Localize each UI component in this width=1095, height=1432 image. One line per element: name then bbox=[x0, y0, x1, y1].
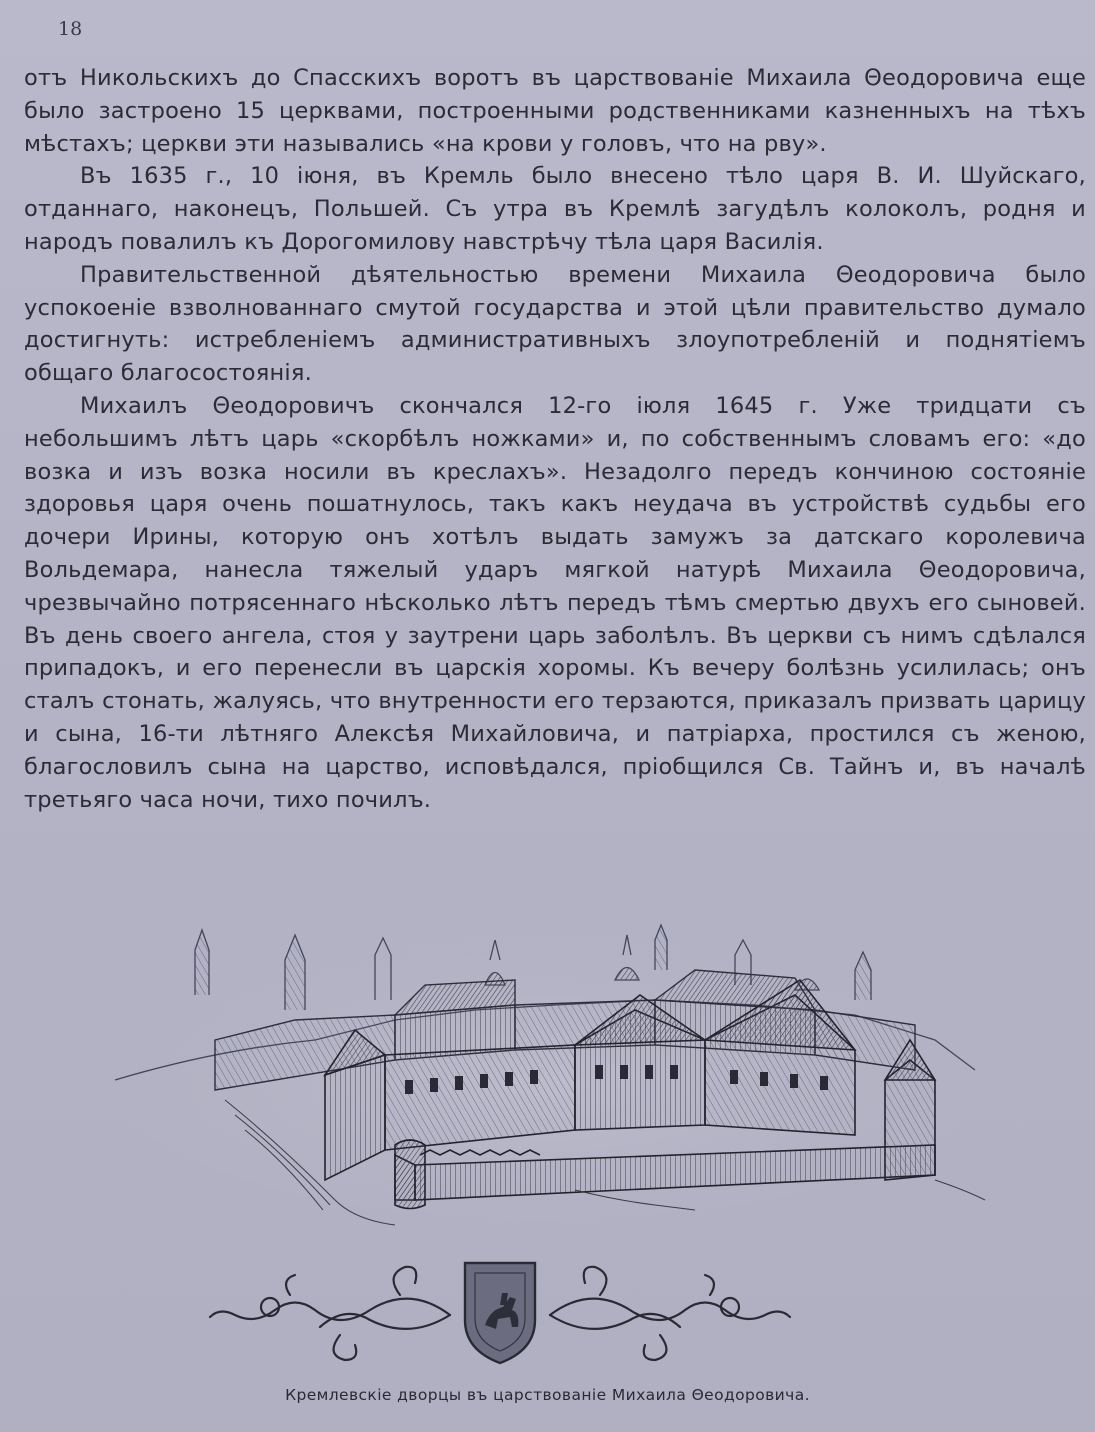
coat-of-arms-icon bbox=[465, 1263, 535, 1363]
paragraph-4: Михаилъ Θеодоровичъ скончался 12-го іюля 1645 г. Уже тридцати съ небольшимъ лѣтъ царь «скорбѣлъ ножками» и, по собственнымъ словамъ его: «до возка и изъ возка носили въ креслахъ». Незадолго передъ кончиною состояніе здоровья царя очень пошатнулось, такъ какъ неудача въ устройствѣ судьбы его дочери Ирины, которую онъ хотѣлъ выдать замужъ за датскаго королевича Вольдемара, нанесла тяжелый ударъ мягкой натурѣ Михаила Θеодоровича, чрезвычайно потрясеннаго нѣсколько лѣтъ передъ тѣмъ смертью двухъ его сыновей. Въ день своего ангела, стоя у заутрени царь заболѣлъ. Въ церкви съ нимъ сдѣлался припадокъ, и его перенесли въ царскія хоромы. Къ вечеру болѣзнь усилилась; онъ сталъ стонать, жалуясь, что внутренности его терзаются, приказалъ призвать царицу и сына, 16-ти лѣтняго Алексѣя Михайловича, и патріарха, простился съ женою, благословилъ сына на царство, исповѣдался, пріобщился Св. Тайнъ и, въ началѣ третьяго часа ночи, тихо почилъ. bbox=[24, 392, 1086, 813]
paragraph-3: Правительственной дѣятельностью времени Михаила Θеодоровича было успокоеніе взволнованнаго смутой государства и этой цѣли правительство думало достигнуть: истребленіемъ административныхъ злоупотребленій и поднятіемъ общаго благосостоянія. bbox=[24, 261, 1086, 387]
illustration-caption: Кремлевскіе дворцы въ царствованіе Михаила Θеодоровича. bbox=[285, 1386, 810, 1404]
decorative-ornament bbox=[200, 1255, 800, 1370]
page-number: 18 bbox=[58, 18, 83, 40]
body-text bbox=[24, 62, 1086, 816]
paragraph-2: Въ 1635 г., 10 іюня, въ Кремль было внесено тѣло царя В. И. Шуйскаго, отданнаго, наконецъ, Польшей. Съ утра въ Кремлѣ загудѣлъ колоколъ, родня и народъ повалилъ къ Дорогомилову навстрѣчу тѣла царя Василія. bbox=[24, 163, 1086, 255]
paragraph-1: отъ Никольскихъ до Спасскихъ воротъ въ царствованіе Михаила Θеодоровича еще было застроено 15 церквами, построенными родственниками казненныхъ на тѣхъ мѣстахъ; церкви эти назывались «на крови у головъ, что на рву». bbox=[24, 65, 1086, 157]
kremlin-palaces-engraving bbox=[95, 900, 995, 1230]
